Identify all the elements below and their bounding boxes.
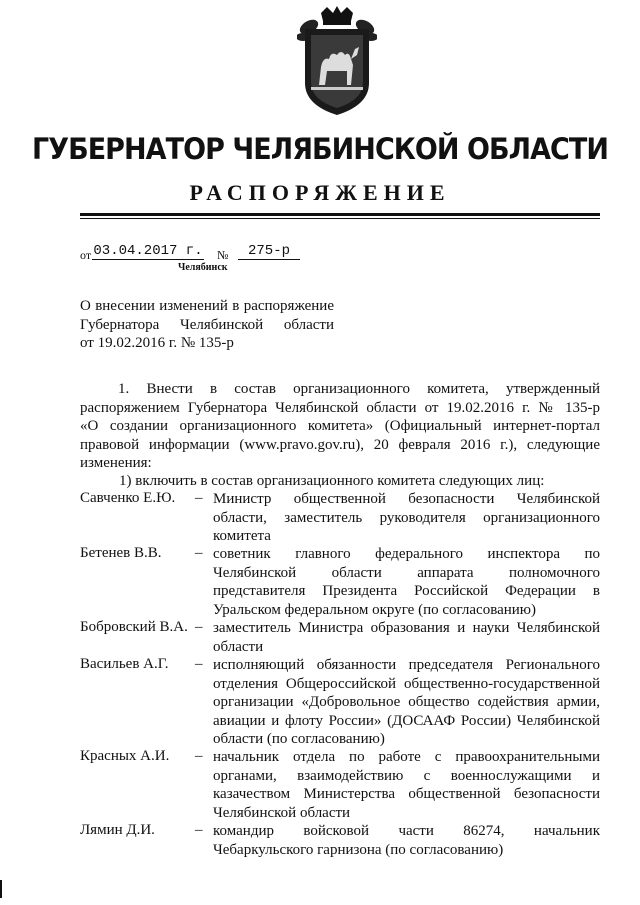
- header-rule-thick: [80, 213, 600, 216]
- member-name: Бобровский В.А.: [80, 619, 188, 635]
- role-line: органами, взаимодействию с военнослужащими и: [213, 767, 600, 784]
- member-dash: –: [195, 822, 203, 838]
- member-dash: –: [195, 490, 203, 506]
- role-line: Уральском федеральном округе (по согласованию): [213, 601, 536, 618]
- role-line: начальник отдела по работе с правоохранительными: [213, 749, 600, 765]
- subject-line: О внесении изменений в распоряжение: [80, 298, 334, 314]
- role-line: Чебаркульского гарнизона (по согласованию): [213, 841, 504, 858]
- date-prefix-label: от: [80, 248, 92, 262]
- paragraph-line: правовой информации (www.pravo.gov.ru), 20 февраля 2016 г.), следующие: [80, 436, 600, 453]
- item-1: 1) включить в состав организационного комитета следующих лиц:: [119, 473, 545, 489]
- subject-line: от 19.02.2016 г. № 135-р: [80, 335, 234, 351]
- member-role: [213, 748, 600, 822]
- member-dash: –: [195, 656, 203, 672]
- member-name: Бетенев В.В.: [80, 545, 162, 561]
- member-dash: –: [195, 545, 203, 561]
- member-name: Савченко Е.Ю.: [80, 490, 176, 506]
- role-line: области: [213, 638, 264, 655]
- member-name: Красных А.И.: [80, 748, 170, 764]
- paragraph-line: изменения:: [80, 455, 152, 471]
- member-role: [213, 619, 600, 656]
- role-line: области, заместитель руководителя организационного: [213, 509, 600, 526]
- coat-of-arms-emblem: [297, 5, 377, 117]
- role-line: представителя Президента Российской Федерации в: [213, 583, 600, 599]
- role-line: Челябинской области: [213, 804, 351, 821]
- role-line: отделения Общероссийской общественно-государственной: [213, 675, 600, 692]
- member-role: [213, 822, 600, 859]
- subject-line: Губернатора Челябинской области: [80, 316, 334, 333]
- role-line: Министр общественной безопасности Челябинской: [213, 491, 600, 507]
- role-line: заместитель Министра образования и науки Челябинской: [213, 620, 600, 636]
- member-role: [213, 656, 600, 749]
- role-line: организации «Добровольное общество содействия армии,: [213, 694, 600, 710]
- role-line: командир войсковой части 86274, начальник: [213, 823, 600, 839]
- governor-title: ГУБЕРНАТОР ЧЕЛЯБИНСКОЙ ОБЛАСТИ: [31, 132, 609, 166]
- member-role: [213, 490, 600, 546]
- member-name: Васильев А.Г.: [80, 656, 169, 672]
- member-dash: –: [195, 619, 203, 635]
- paragraph-line: распоряжением Губернатора Челябинской области от 19.02.2016 г. № 135-р: [80, 399, 600, 416]
- document-subject: [80, 297, 334, 353]
- paragraph-line: 1. Внести в состав организационного комитета, утвержденный: [118, 381, 600, 397]
- role-line: комитета: [213, 528, 271, 544]
- scan-edge-mark: [0, 880, 2, 898]
- paragraph-1: [80, 380, 600, 473]
- role-line: казачеством Министерства общественной безопасности: [213, 786, 600, 802]
- member-dash: –: [195, 748, 203, 764]
- document-number: 275-р: [238, 243, 300, 260]
- header-rule-thin: [80, 218, 600, 219]
- number-sign-label: №: [217, 248, 229, 262]
- document-type: РАСПОРЯЖЕНИЕ: [189, 180, 451, 205]
- paragraph-line: «О создании организационного комитета» (Официальный интернет-портал: [80, 418, 600, 434]
- role-line: авиации и флоту России» (ДОСААФ России) Челябинской: [213, 712, 600, 729]
- member-name: Лямин Д.И.: [80, 822, 155, 838]
- role-line: Челябинской области аппарата полномочного: [213, 564, 600, 581]
- member-role: [213, 545, 600, 619]
- role-line: исполняющий обязанности председателя Регионального: [213, 657, 600, 673]
- document-date: 03.04.2017 г.: [93, 243, 203, 259]
- role-line: советник главного федерального инспектора по: [213, 546, 600, 562]
- role-line: области (по согласованию): [213, 731, 385, 747]
- city-label: Челябинск: [178, 262, 228, 273]
